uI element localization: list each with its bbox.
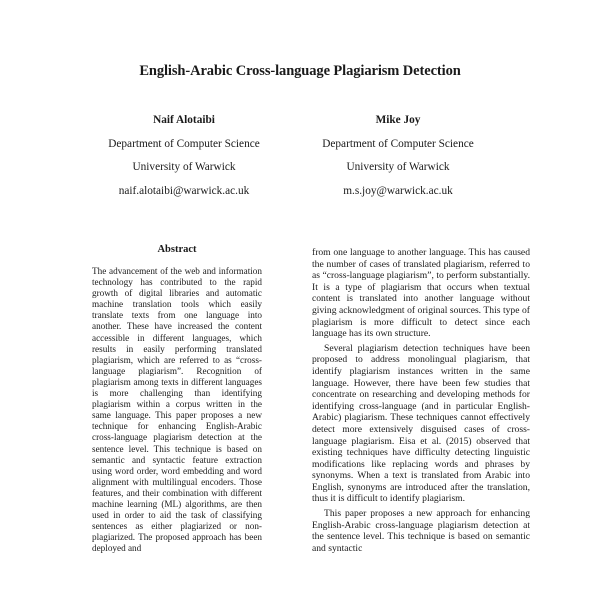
introduction-column <box>312 247 530 554</box>
author-email: naif.alotaibi@warwick.ac.uk <box>118 184 250 197</box>
abstract-heading: Abstract <box>157 244 197 255</box>
author-block-1 <box>74 109 294 203</box>
abstract-text: The advancement of the web and information technology has contributed to the rapid growth of digital libraries and automatic machine translation tools which easily translate texts from one language into another. These have increased the content accessible in different languages, which results in easily performing translated plagiarism, which are referred to as “cross-language plagiarism”. Recognition of plagiarism among texts in different languages is more challenging than identifying plagiarism within a corpus written in the same language. This paper proposes a new technique for enhancing English-Arabic cross-language plagiarism detection at the sentence level. This technique is based on semantic and syntactic feature extraction using word order, word embedding and word alignment with multilingual encoders. Those features, and their combination with different machine learning (ML) algorithms, are then used in order to aid the task of classifying sentences as either plagiarized or non-plagiarized. The proposed approach has been deployed and <box>92 266 262 554</box>
author-institution: University of Warwick <box>132 161 236 173</box>
author-name: Naif Alotaibi <box>153 114 215 126</box>
author-name: Mike Joy <box>375 114 421 126</box>
author-block-2 <box>288 109 508 203</box>
author-email: m.s.joy@warwick.ac.uk <box>343 184 453 197</box>
paper-title: English-Arabic Cross-language Plagiarism Detection <box>139 63 461 79</box>
body-paragraph-2: Several plagiarism detection techniques have been proposed to address monolingual plagiarism, that identify plagiarism instances written in the same language. However, there have been few studies that concentrate on researching and developing methods for identifying cross-language (and in particular English-Arabic) plagiarism. These techniques cannot effectively detect more extensively disguised cases of cross-language plagiarism. Eisa et al. (2015) observed that existing techniques have difficulty detecting linguistic modifications like replacing words and phrases by synonyms. When a text is translated from Arabic into English, synonyms are introduced after the translation, thus it is difficult to identify plagiarism. <box>312 342 530 505</box>
author-department: Department of Computer Science <box>322 137 474 150</box>
author-institution: University of Warwick <box>346 161 450 173</box>
body-paragraph-1: from one language to another language. This has caused the number of cases of translated plagiarism, referred to as “cross-language plagiarism”, to perform substantially. It is a type of plagiarism that occurs when textual content is translated into another language without giving acknowledgment of original sources. This type of plagiarism is more difficult to detect since each language has its own structure. <box>312 247 530 340</box>
body-paragraph-3: This paper proposes a new approach for enhancing English-Arabic cross-language plagiarism detection at the sentence level. This technique is based on semantic and syntactic <box>312 508 530 554</box>
author-department: Department of Computer Science <box>108 137 260 150</box>
